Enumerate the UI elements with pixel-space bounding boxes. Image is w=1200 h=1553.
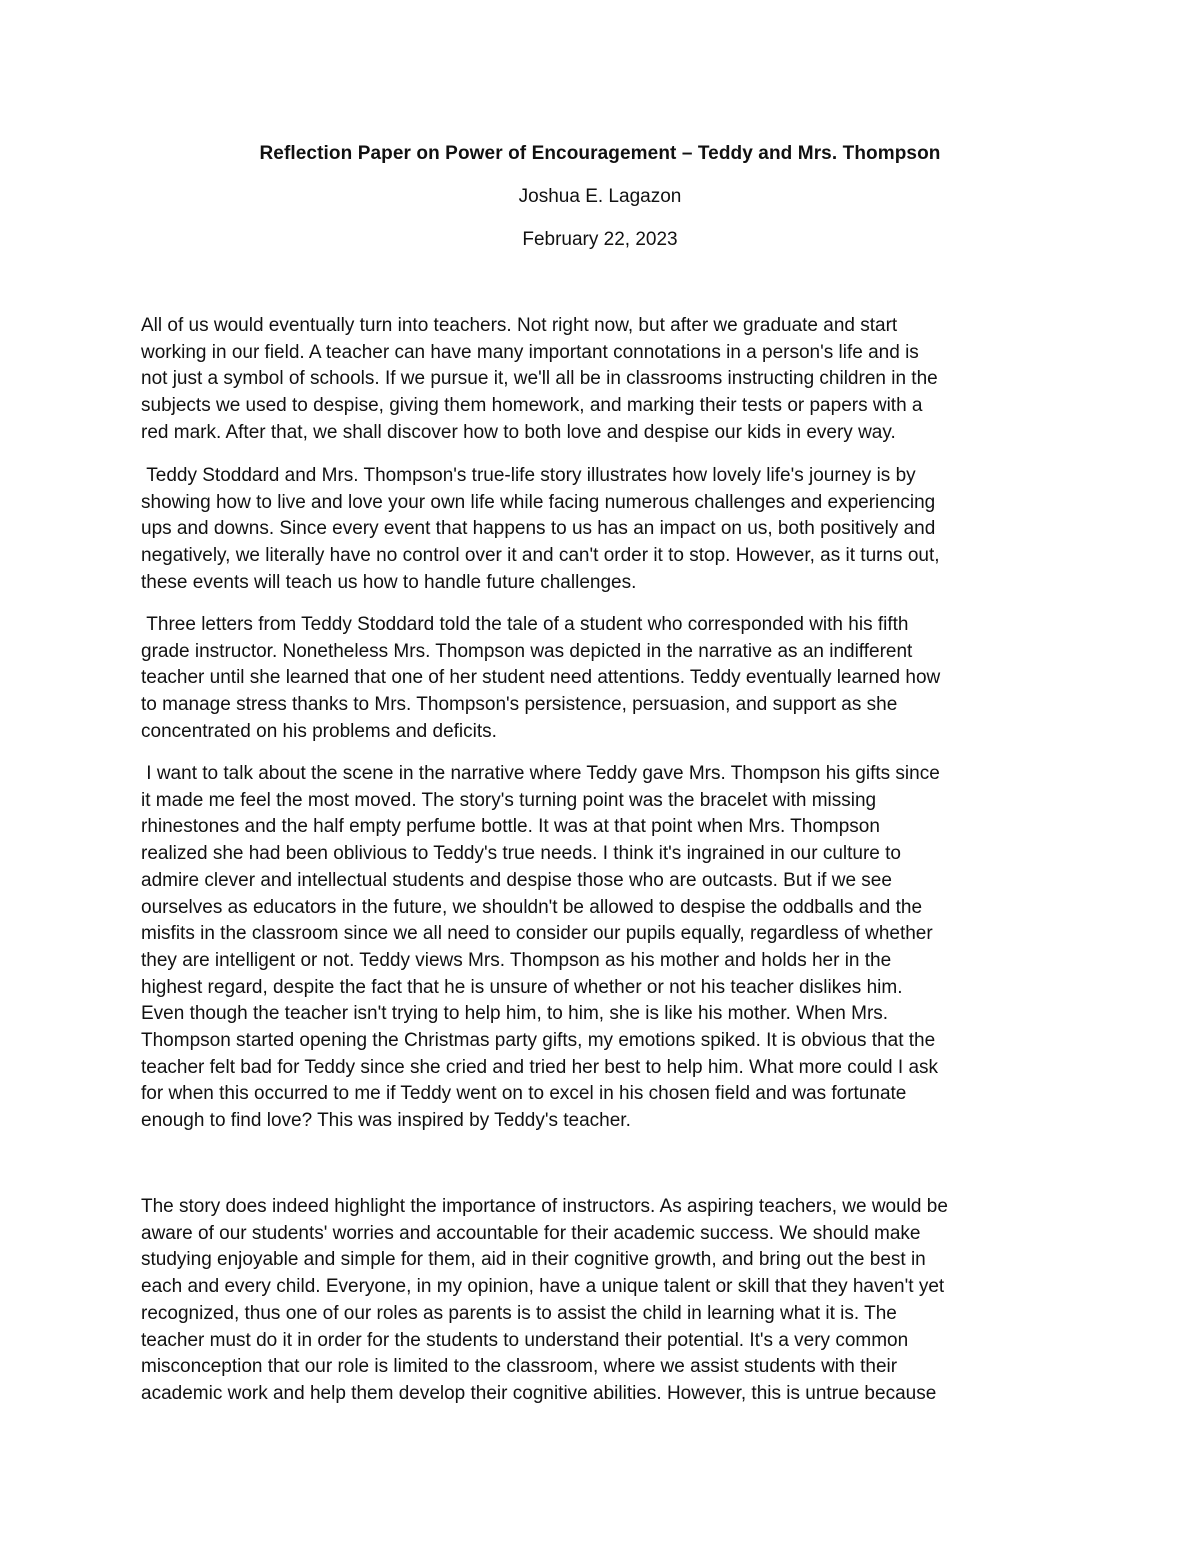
body-paragraph-4: I want to talk about the scene in the narrative where Teddy gave Mrs. Thompson his gifts since it made me feel the most moved. The story's turning point was the bracelet with missing rhinestones and the half empty perfume bottle. It was at that point when Mrs. Thompson realized she had been oblivious to Teddy's true needs. I think it's ingrained in our culture to admire clever and intellectual students and despise those who are outcasts. But if we see ourselves as educators in the future, we shouldn't be allowed to despise the oddballs and the misfits in the classroom since we all need to consider our pupils equally, regardless of whether they are intelligent or not. Teddy views Mrs. Thompson as his mother and holds her in the highest regard, despite the fact that he is unsure of whether or not his teacher dislikes him. Even though the teacher isn't trying to help him, to him, she is like his mother. When Mrs. Thompson started opening the Christmas party gifts, my emotions spiked. It is obvious that the teacher felt bad for Teddy since she cried and tried her best to help him. What more could I ask for when this occurred to me if Teddy went on to excel in his chosen field and was fortunate enough to find love? This was inspired by Teddy's teacher.	[141, 763, 940, 1132]
body-paragraph-1: All of us would eventually turn into teachers. Not right now, but after we graduate and start working in our field. A teacher can have many important connotations in a person's life and is not just a symbol of schools. If we pursue it, we'll all be in classrooms instructing children in the subjects we used to despise, giving them homework, and marking their tests or papers with a red mark. After that, we shall discover how to both love and despise our kids in every way.	[141, 315, 938, 443]
body-paragraph-3: Three letters from Teddy Stoddard told the tale of a student who corresponded with his fifth grade instructor. Nonetheless Mrs. Thompson was depicted in the narrative as an indifferent teacher until she learned that one of her student need attentions. Teddy eventually learned how to manage stress thanks to Mrs. Thompson's persistence, persuasion, and support as she concentrated on his problems and deficits.	[141, 614, 941, 742]
body-paragraph-5: The story does indeed highlight the importance of instructors. As aspiring teachers, we would be aware of our students' worries and accountable for their academic success. We should make studying enjoyable and simple for them, aid in their cognitive growth, and bring out the best in each and every child. Everyone, in my opinion, have a unique talent or skill that they haven't yet recognized, thus one of our roles as parents is to assist the child in learning what it is. The teacher must do it in order for the students to understand their potential. It's a very common misconception that our role is limited to the classroom, where we assist students with their academic work and help them develop their cognitive abilities. However, this is untrue because	[141, 1196, 948, 1404]
document-date: February 22, 2023	[522, 229, 678, 250]
document-author: Joshua E. Lagazon	[518, 186, 682, 207]
body-paragraph-2: Teddy Stoddard and Mrs. Thompson's true-life story illustrates how lovely life's journey is by showing how to live and love your own life while facing numerous challenges and experiencing ups and downs. Since every event that happens to us has an impact on us, both positively and negatively, we literally have no control over it and can't order it to stop. However, as it turns out, these events will teach us how to handle future challenges.	[141, 465, 940, 593]
document-title: Reflection Paper on Power of Encouragement – Teddy and Mrs. Thompson	[259, 143, 941, 164]
